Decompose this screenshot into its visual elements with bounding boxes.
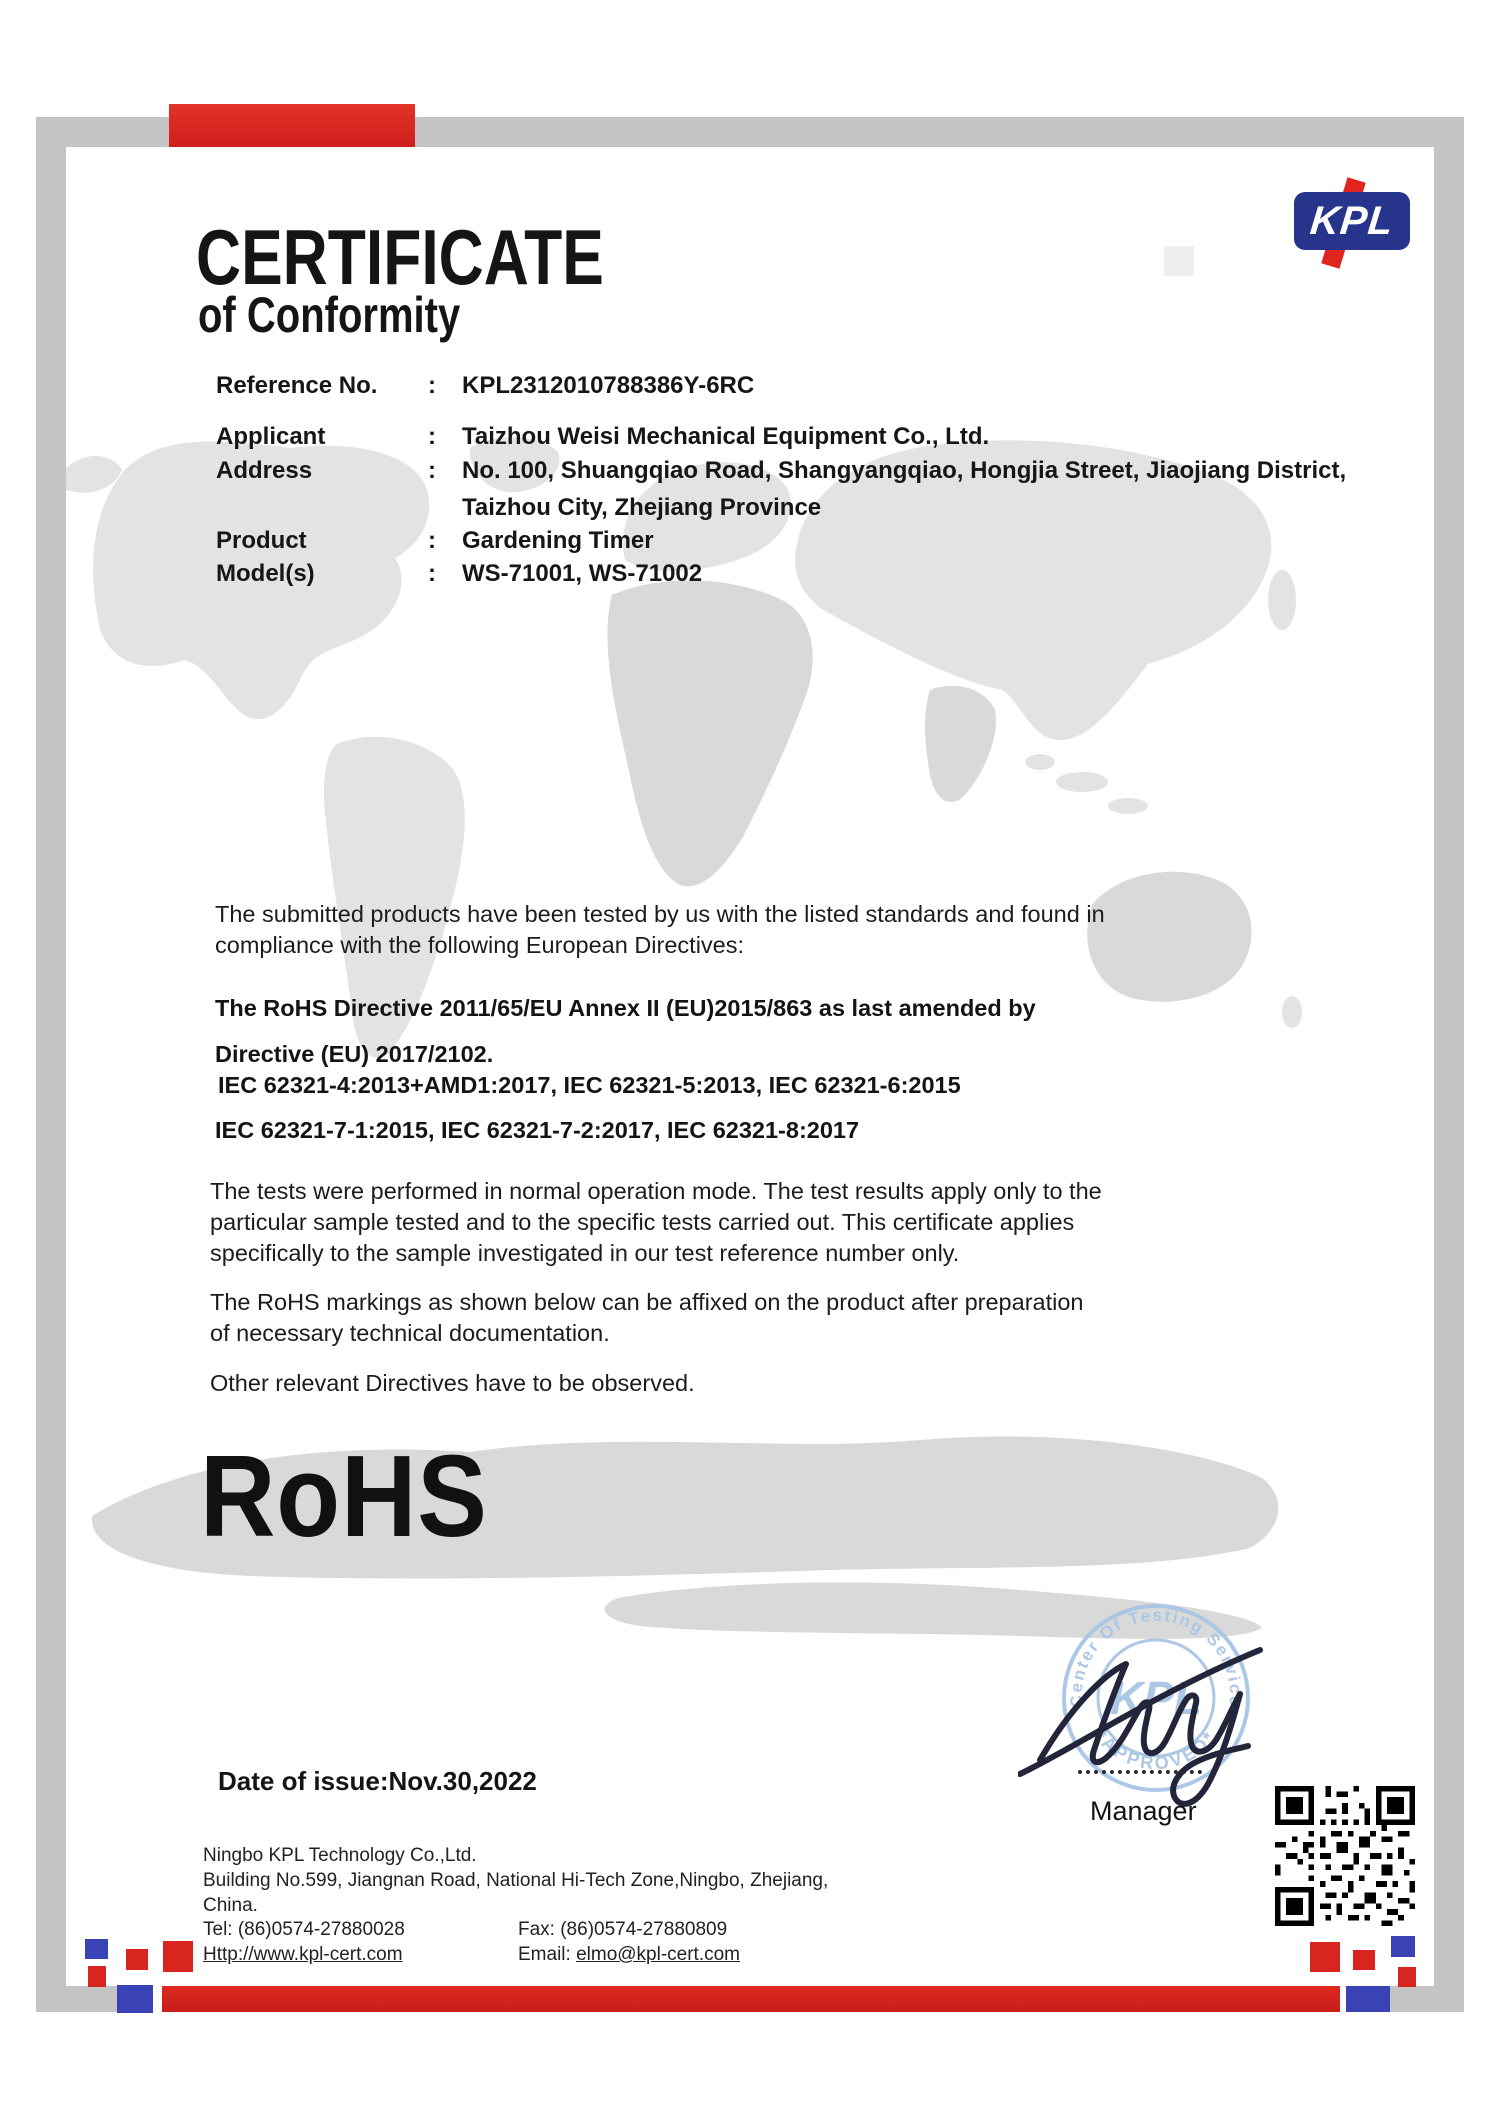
- decor-square: [1310, 1942, 1340, 1972]
- footer-tel-fax-row: [203, 1919, 727, 1941]
- stamp-arc-top-text: Center Of Testing Service: [1066, 1605, 1246, 1709]
- field-row-address: [216, 457, 1346, 485]
- rohs-mark: RoHS: [200, 1431, 488, 1561]
- signature-dotted-line: [1078, 1770, 1202, 1774]
- standards-line2: IEC 62321-7-1:2015, IEC 62321-7-2:2017, IEC 62321-8:2017: [215, 1117, 860, 1143]
- markings-paragraph: The RoHS markings as shown below can be affixed on the product after preparation of necessary technical documentation.: [210, 1289, 1084, 1346]
- field-label: Applicant: [216, 423, 326, 450]
- field-value: No. 100, Shuangqiao Road, Shangyangqiao, Hongjia Street, Jiaojiang District,: [462, 457, 1347, 484]
- decor-square: [1346, 1986, 1390, 2012]
- kpl-logo: [1290, 176, 1422, 272]
- top-red-accent-block: [169, 104, 415, 147]
- frame-right-bar: [1434, 117, 1464, 2012]
- field-row-applicant: [216, 423, 989, 451]
- field-row-address-line2: Taizhou City, Zhejiang Province: [462, 494, 822, 521]
- intro-paragraph: The submitted products have been tested by us with the listed standards and found in compliance with the following European Directives:: [215, 901, 1105, 958]
- decor-square: [117, 1985, 153, 2013]
- field-colon: :: [428, 372, 436, 399]
- field-label: Model(s): [216, 560, 315, 587]
- logo-text: KPL: [1308, 198, 1396, 243]
- standards-line1: IEC 62321-4:2013+AMD1:2017, IEC 62321-5:2013, IEC 62321-6:2015: [218, 1072, 961, 1098]
- bottom-red-bar: [162, 1986, 1340, 2012]
- other-directives-line: Other relevant Directives have to be observed.: [210, 1370, 695, 1396]
- qr-code: [1275, 1786, 1415, 1926]
- directive-paragraph: The RoHS Directive 2011/65/EU Annex II (EU)2015/863 as last amended by Directive (EU) 2017/2102.: [215, 995, 1036, 1067]
- decor-square: [1353, 1950, 1375, 1970]
- footer-address-line2: China.: [203, 1895, 258, 1916]
- field-row-reference: [216, 372, 754, 400]
- frame-bottom-right: [1388, 1986, 1464, 2012]
- footer-company: Ningbo KPL Technology Co.,Ltd.: [203, 1845, 477, 1866]
- field-colon: :: [428, 457, 436, 484]
- frame-left-bar: [36, 117, 66, 2012]
- footer-web-email-row: [203, 1944, 740, 1966]
- field-value: Gardening Timer: [462, 527, 654, 554]
- field-value: KPL2312010788386Y-6RC: [462, 372, 755, 399]
- field-label: Reference No.: [216, 372, 378, 399]
- footer-address-line1: Building No.599, Jiangnan Road, National Hi-Tech Zone,Ningbo, Zhejiang,: [203, 1870, 829, 1891]
- field-value: WS-71001, WS-71002: [462, 560, 703, 587]
- field-colon: :: [428, 423, 436, 450]
- field-colon: :: [428, 527, 436, 554]
- stamp-arc-bottom-text: *APPROVED*: [1091, 1726, 1221, 1774]
- field-value: Taizhou Weisi Mechanical Equipment Co., Ltd.: [462, 423, 990, 450]
- field-row-product: [216, 527, 654, 555]
- decor-square: [1391, 1936, 1415, 1957]
- tests-paragraph: The tests were performed in normal operation mode. The test results apply only to the particular sample tested and to the specific tests carried out. This certificate applies specifically to the sample investigated in our test reference number only.: [210, 1178, 1102, 1266]
- footer-fax: Fax: (86)0574-27880809: [518, 1919, 728, 1940]
- decor-square: [88, 1966, 106, 1987]
- footer-email-label: Email:: [518, 1944, 571, 1965]
- decor-square: [85, 1939, 108, 1959]
- field-label: Product: [216, 527, 307, 554]
- footer-website-link: Http://www.kpl-cert.com: [203, 1944, 403, 1965]
- decor-square: [163, 1941, 193, 1972]
- date-of-issue: Date of issue:Nov.30,2022: [218, 1766, 537, 1796]
- stamp-center-text: KPL: [1110, 1672, 1202, 1724]
- decor-square: [126, 1949, 148, 1970]
- approval-stamp: [1018, 1588, 1270, 1823]
- field-row-models: [216, 560, 702, 588]
- footer-tel: Tel: (86)0574-27880028: [203, 1919, 405, 1940]
- certificate-subtitle: of Conformity: [198, 287, 461, 343]
- frame-bottom-left: [36, 1986, 122, 2012]
- field-colon: :: [428, 560, 436, 587]
- certificate-title: CERTIFICATE: [196, 213, 604, 301]
- footer-email-link: elmo@kpl-cert.com: [576, 1944, 741, 1965]
- decor-square: [1398, 1967, 1416, 1987]
- watermark-square: [1164, 246, 1194, 276]
- manager-label: Manager: [1090, 1796, 1197, 1826]
- field-label: Address: [216, 457, 313, 484]
